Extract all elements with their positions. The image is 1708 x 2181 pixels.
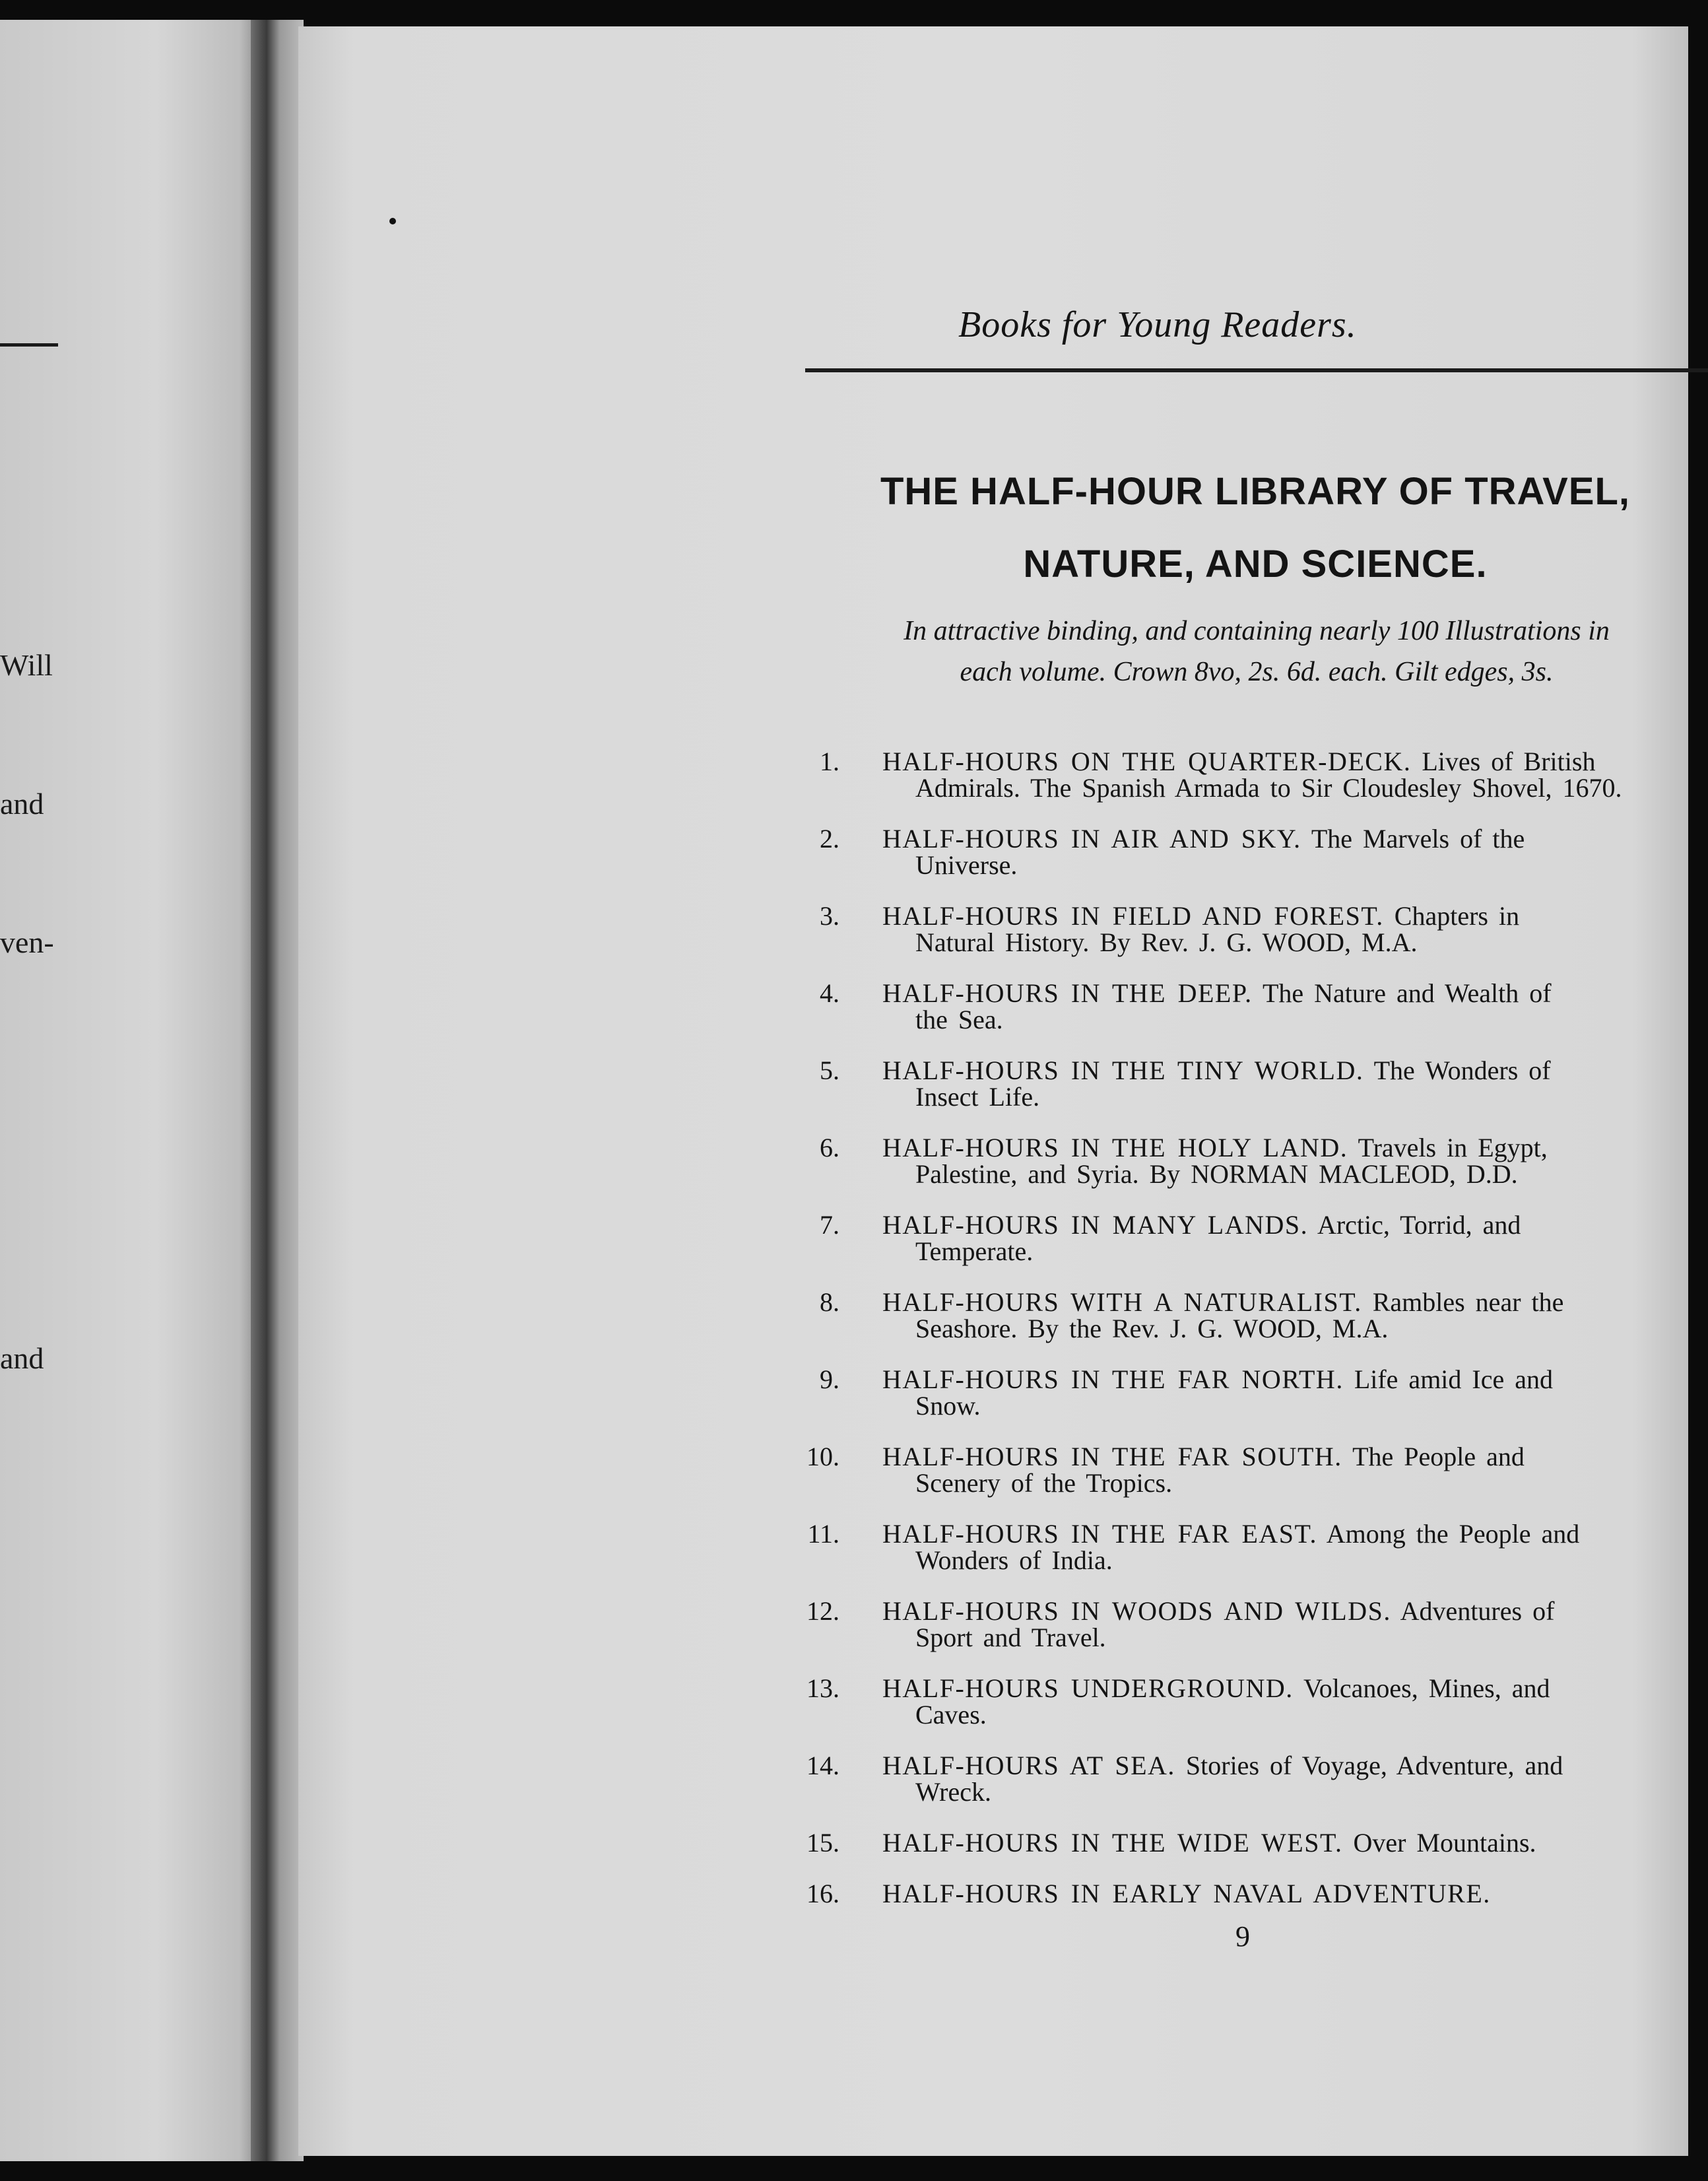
book-description-continued: Palestine, and Syria. By NORMAN MACLEOD, D.D. [915, 1159, 1518, 1189]
book-number: 4. [820, 978, 839, 1008]
book-description-continued: Natural History. By Rev. J. G. WOOD, M.A. [915, 927, 1418, 957]
facing-page-fragment: Will [0, 648, 53, 682]
book-description-continued: Temperate. [915, 1236, 1034, 1266]
book-title: HALF-HOURS IN THE DEEP. [882, 978, 1253, 1008]
book-description: Over Mountains. [1353, 1828, 1536, 1858]
series-title [760, 455, 1708, 601]
book-number: 3. [820, 901, 839, 931]
book-entry [787, 1598, 1708, 1651]
book-title: HALF-HOURS AT SEA. [882, 1751, 1175, 1780]
book-number: 13. [806, 1673, 839, 1703]
book-description-continued: Insect Life. [915, 1082, 1040, 1112]
facing-page [0, 20, 261, 2161]
book-description-continued: Wreck. [915, 1777, 991, 1807]
book-title: HALF-HOURS IN THE TINY WORLD. [882, 1056, 1364, 1085]
book-entry [787, 749, 1708, 801]
running-head-rule [805, 368, 1708, 372]
book-description: Arctic, Torrid, and [1317, 1210, 1521, 1240]
book-description-continued: Snow. [915, 1391, 981, 1421]
book-entry [787, 1881, 1708, 1907]
book-description: The Wonders of [1373, 1056, 1551, 1085]
book-description-continued: Universe. [915, 850, 1018, 880]
book-description-continued: Caves. [915, 1700, 987, 1729]
book-number: 8. [820, 1287, 839, 1317]
facing-page-rule [0, 343, 58, 347]
book-description: Among the People and [1326, 1519, 1580, 1549]
book-title: HALF-HOURS IN WOODS AND WILDS. [882, 1596, 1391, 1626]
book-entry [787, 1212, 1708, 1265]
book-title: HALF-HOURS IN AIR AND SKY. [882, 824, 1301, 854]
facing-page-fragment: ven- [0, 925, 54, 959]
book-title: HALF-HOURS ON THE QUARTER-DECK. [882, 747, 1412, 776]
book-number: 11. [807, 1519, 839, 1549]
book-title: HALF-HOURS IN THE WIDE WEST. [882, 1828, 1343, 1858]
book-number: 10. [806, 1442, 839, 1471]
book-number: 7. [820, 1210, 839, 1240]
book-title: HALF-HOURS WITH A NATURALIST. [882, 1287, 1362, 1317]
book-entry [787, 1135, 1708, 1188]
book-title: HALF-HOURS IN THE FAR EAST. [882, 1519, 1317, 1549]
book-title: HALF-HOURS UNDERGROUND. [882, 1673, 1294, 1703]
book-number: 5. [820, 1056, 839, 1085]
book-title: HALF-HOURS IN THE HOLY LAND. [882, 1133, 1348, 1162]
book-description: The Marvels of the [1311, 824, 1525, 854]
book-entry [787, 1830, 1708, 1856]
book-description: Lives of British [1422, 747, 1596, 776]
book-title: HALF-HOURS IN FIELD AND FOREST. [882, 901, 1384, 931]
book-entry [787, 903, 1708, 956]
facing-page-fragment: and [0, 1341, 44, 1375]
book-gutter [251, 20, 304, 2161]
series-title-line: THE HALF-HOUR LIBRARY OF TRAVEL, [880, 470, 1631, 513]
book-description: The People and [1352, 1442, 1525, 1471]
book-number: 14. [806, 1751, 839, 1780]
book-entry [787, 1675, 1708, 1728]
page-number: 9 [1235, 1920, 1250, 1953]
book-number: 9. [820, 1364, 839, 1394]
book-number: 6. [820, 1133, 839, 1162]
book-entry [787, 1366, 1708, 1419]
book-description-continued: Seashore. By the Rev. J. G. WOOD, M.A. [915, 1314, 1389, 1343]
book-title: HALF-HOURS IN THE FAR NORTH. [882, 1364, 1344, 1394]
book-number: 1. [820, 747, 839, 776]
book-description-continued: Scenery of the Tropics. [915, 1468, 1173, 1498]
book-description: Travels in Egypt, [1358, 1133, 1548, 1162]
book-description: Volcanoes, Mines, and [1303, 1673, 1550, 1703]
book-number: 2. [820, 824, 839, 854]
book-title: HALF-HOURS IN EARLY NAVAL ADVENTURE. [882, 1879, 1491, 1908]
book-entry [787, 1521, 1708, 1574]
book-description-continued: Wonders of India. [915, 1545, 1113, 1575]
series-title-line: NATURE, AND SCIENCE. [1023, 543, 1488, 586]
book-entry [787, 826, 1708, 879]
book-title: HALF-HOURS IN THE FAR SOUTH. [882, 1442, 1342, 1471]
series-description-line: In attractive binding, and containing nearly 100 Illustrations in [903, 616, 1610, 646]
ink-speck [389, 218, 396, 224]
book-description-continued: the Sea. [915, 1005, 1003, 1034]
running-head: Books for Young Readers. [958, 304, 1357, 345]
book-title: HALF-HOURS IN MANY LANDS. [882, 1210, 1309, 1240]
book-entry [787, 1444, 1708, 1496]
book-description-continued: Sport and Travel. [915, 1623, 1106, 1652]
book-entry [787, 1753, 1708, 1805]
book-entry [787, 980, 1708, 1033]
series-description-line: each volume. Crown 8vo, 2s. 6d. each. Gilt edges, 3s. [960, 657, 1554, 687]
book-description: Life amid Ice and [1354, 1364, 1553, 1394]
book-description: Adventures of [1400, 1596, 1555, 1626]
book-number: 12. [806, 1596, 839, 1626]
book-number: 15. [806, 1828, 839, 1858]
book-description: Chapters in [1394, 901, 1520, 931]
book-list [787, 749, 1708, 1931]
book-description-continued: Admirals. The Spanish Armada to Sir Cloudesley Shovel, 1670. [915, 773, 1622, 803]
series-description [795, 611, 1708, 692]
facing-page-fragment: and [0, 787, 44, 821]
book-number: 16. [806, 1879, 839, 1908]
catalogue-page [298, 26, 1688, 2156]
book-entry [787, 1057, 1708, 1110]
book-description: Rambles near the [1372, 1287, 1564, 1317]
book-entry [787, 1289, 1708, 1342]
book-description: Stories of Voyage, Adventure, and [1185, 1751, 1563, 1780]
book-description: The Nature and Wealth of [1262, 978, 1552, 1008]
